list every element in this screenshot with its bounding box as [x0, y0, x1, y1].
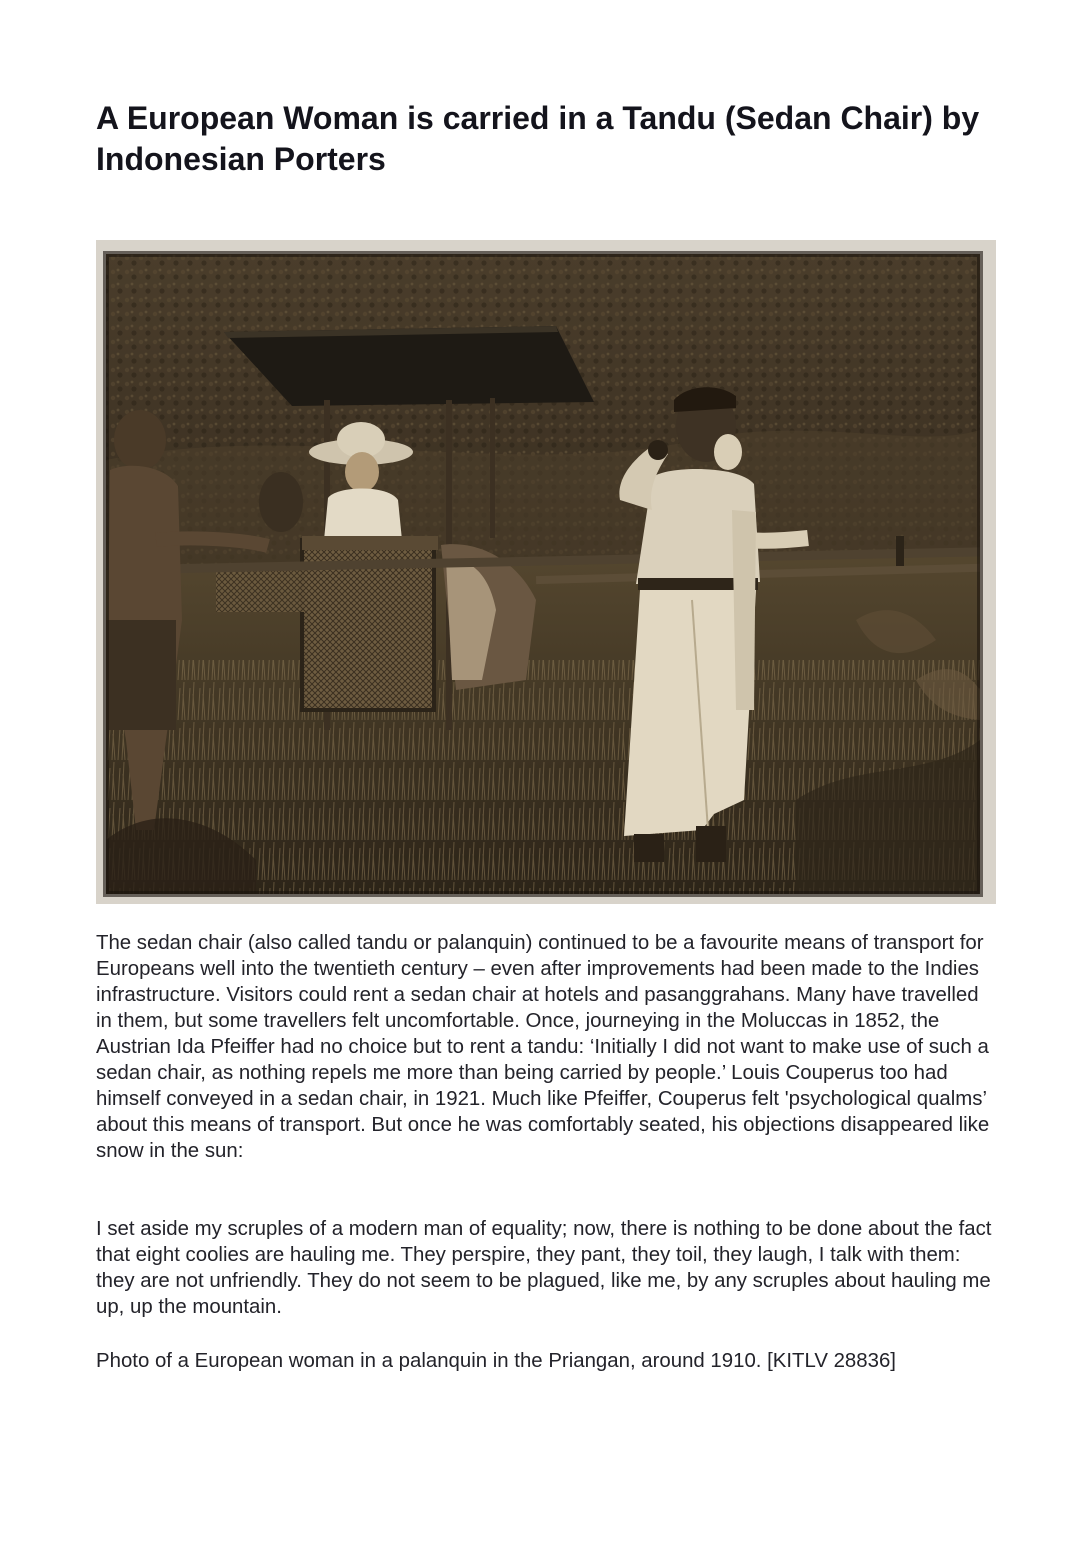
paragraph-couperus-quote: I set aside my scruples of a modern man of equality; now, there is nothing to be done about the fact that eight coolies are hauling me. They perspire, they pant, they toil, they laugh, I talk with them: they are not unfriendly. They do not seem to be plagued, like me, by any scruples about hauling me up, up the mountain. [96, 1218, 992, 1318]
sepia-photograph-icon [96, 240, 996, 904]
paragraph-sedan-chair-history: The sedan chair (also called tandu or palanquin) continued to be a favourite means of transport for Europeans well into the twentieth century – even after improvements had been made to the Indies infrastructure. Visitors could rent a sedan chair at hotels and pasanggrahans. Many have travelled in them, but some travellers felt uncomfortable. Once, journeying in the Moluccas in 1852, the Austrian Ida Pfeiffer had no choice but to rent a tandu: ‘Initially I did not want to make use of such a sedan chair, as nothing repels me more than being carried by people.’ Louis Couperus too had himself conveyed in a sedan chair, in 1921. Much like Pfeiffer, Couperus felt 'psychological qualms’ about this means of transport. But once he was comfortably seated, his objections disappeared like snow in the sun: [96, 932, 990, 1162]
photo-caption: Photo of a European woman in a palanquin in the Priangan, around 1910. [KITLV 28836] [96, 1350, 896, 1372]
photograph [96, 240, 996, 904]
page-title: A European Woman is carried in a Tandu (Sedan Chair) by Indonesian Porters [96, 100, 980, 177]
